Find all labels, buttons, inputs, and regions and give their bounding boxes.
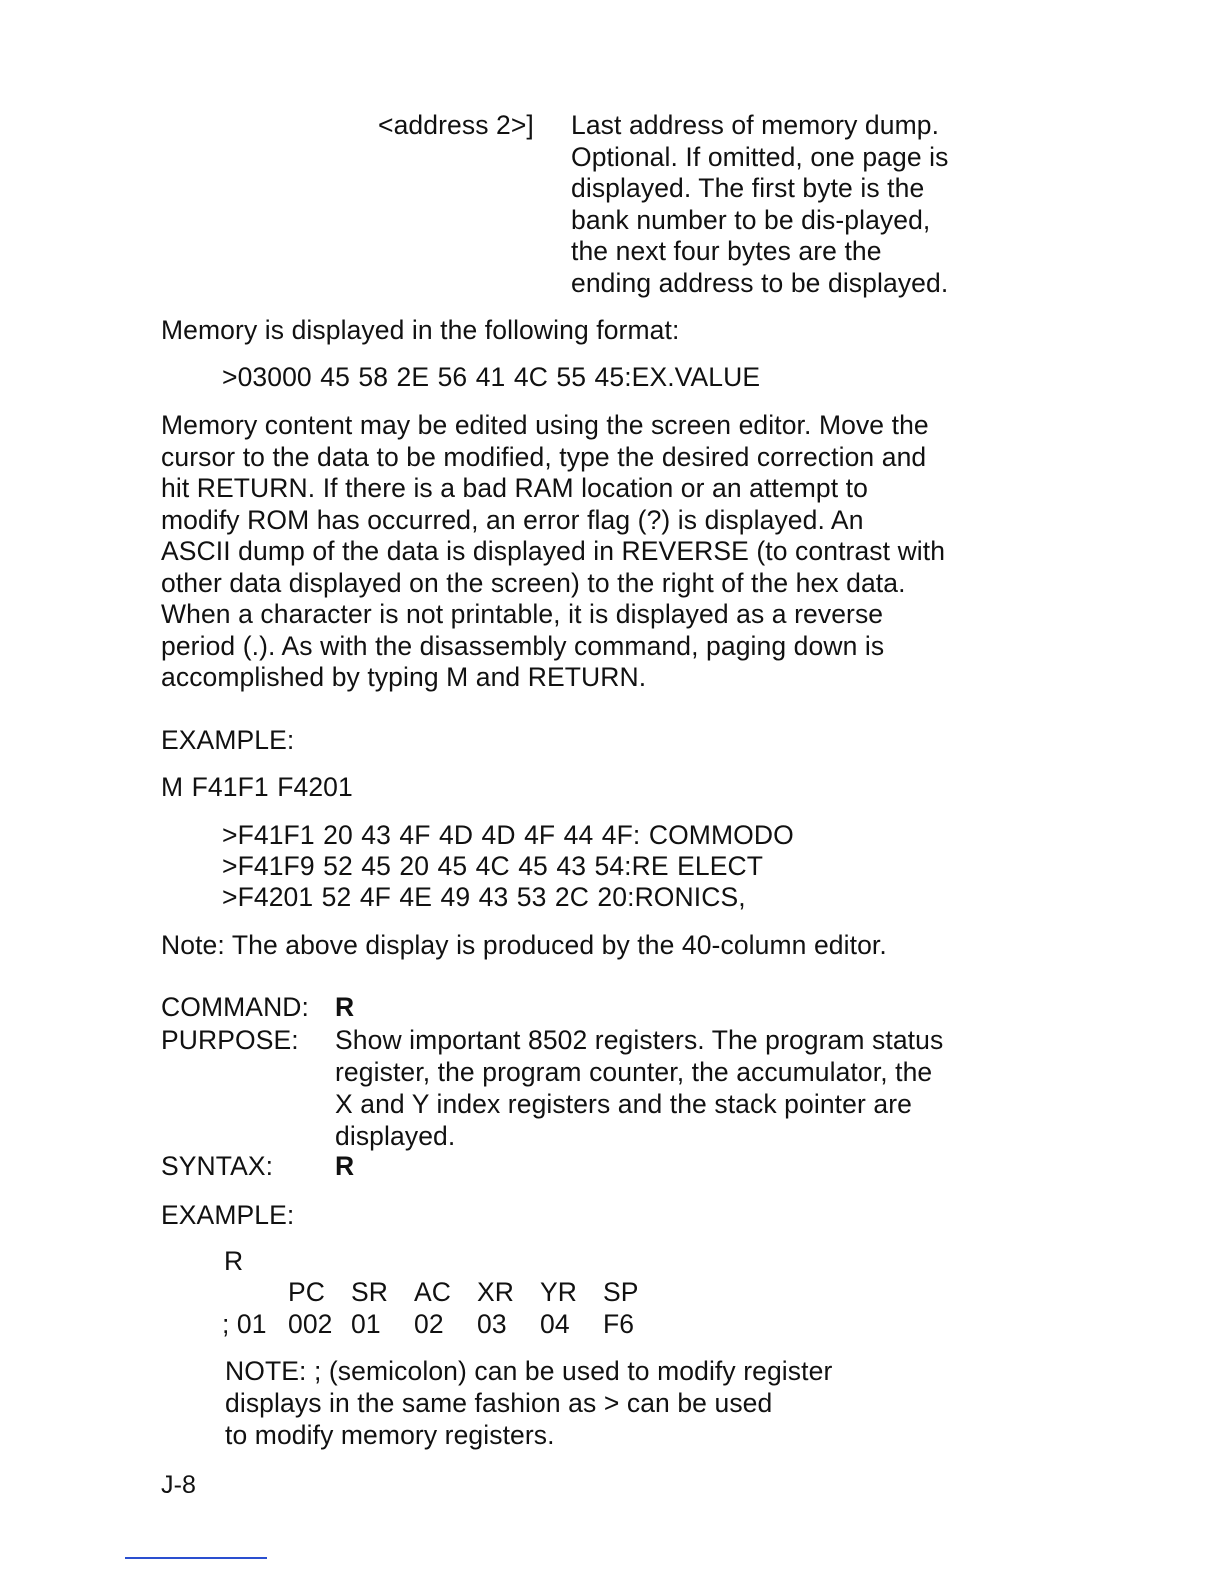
command-label: COMMAND:	[161, 992, 310, 1022]
purpose-line: register, the program counter, the accumulator, the	[335, 1057, 933, 1087]
note-line: to modify memory registers.	[225, 1420, 555, 1450]
footer-rule	[125, 1557, 267, 1559]
purpose-line: displayed.	[335, 1121, 456, 1151]
command-value: R	[335, 992, 355, 1022]
reg-header-sp: SP	[603, 1277, 639, 1307]
example-command: M F41F1 F4201	[161, 772, 353, 802]
reg-value-sr: 01	[351, 1309, 381, 1339]
reg-header-sr: SR	[351, 1277, 389, 1307]
reg-value-sp: F6	[603, 1309, 635, 1339]
paragraph-line: accomplished by typing M and RETURN.	[161, 662, 647, 692]
register-headers	[222, 1277, 639, 1308]
reg-value-xr: 03	[477, 1309, 507, 1339]
reg-value-pc: 002	[288, 1309, 333, 1339]
param-desc-line: the next four bytes are the	[571, 236, 882, 266]
purpose-label: PURPOSE:	[161, 1025, 299, 1055]
format-example: >03000 45 58 2E 56 41 4C 55 45:EX.VALUE	[222, 362, 761, 392]
param-name: <address 2>]	[378, 110, 534, 140]
page-number: J-8	[161, 1471, 197, 1499]
param-description	[571, 110, 948, 299]
param-desc-line: Optional. If omitted, one page is	[571, 141, 949, 172]
register-values	[222, 1309, 634, 1340]
dump-line: >F41F1 20 43 4F 4D 4D 4F 44 4F: COMMODO	[222, 820, 794, 850]
reg-prefix: ; 01	[222, 1309, 267, 1339]
paragraph-line: Memory content may be edited using the screen editor. Move the	[161, 410, 929, 440]
param-desc-line: ending address to be displayed.	[571, 267, 949, 298]
dump-line: >F4201 52 4F 4E 49 43 53 2C 20:RONICS,	[222, 882, 746, 912]
reg-header-ac: AC	[414, 1277, 452, 1307]
purpose-line: X and Y index registers and the stack pointer are	[335, 1089, 912, 1119]
paragraph-line: When a character is not printable, it is displayed as a reverse	[161, 599, 884, 629]
reg-value-yr: 04	[540, 1309, 570, 1339]
reg-header-pc: PC	[288, 1277, 326, 1307]
edit-paragraph	[161, 410, 945, 694]
format-intro: Memory is displayed in the following format:	[161, 315, 680, 345]
reg-header-xr: XR	[477, 1277, 515, 1307]
paragraph-line: cursor to the data to be modified, type the desired correction and	[161, 441, 927, 472]
note-40-column: Note: The above display is produced by the 40-column editor.	[161, 930, 887, 960]
note-line: NOTE: ; (semicolon) can be used to modify register	[225, 1356, 833, 1386]
param-desc-line: Last address of memory dump.	[571, 110, 940, 140]
example-label: EXAMPLE:	[161, 725, 295, 755]
reg-header-yr: YR	[540, 1277, 578, 1307]
example2-label: EXAMPLE:	[161, 1200, 295, 1230]
paragraph-line: period (.). As with the disassembly command, paging down is	[161, 630, 885, 661]
register-note	[225, 1356, 832, 1452]
param-desc-line: bank number to be dis-played,	[571, 204, 931, 235]
paragraph-line: other data displayed on the screen) to the right of the hex data.	[161, 567, 906, 598]
purpose-text	[335, 1025, 943, 1153]
syntax-value: R	[335, 1151, 355, 1181]
paragraph-line: modify ROM has occurred, an error flag (?) is displayed. An	[161, 504, 864, 535]
param-desc-line: displayed. The first byte is the	[571, 173, 925, 203]
example2-command: R	[224, 1246, 244, 1276]
dump-line: >F41F9 52 45 20 45 4C 45 43 54:RE ELECT	[222, 851, 764, 881]
syntax-label: SYNTAX:	[161, 1151, 274, 1181]
paragraph-line: ASCII dump of the data is displayed in REVERSE (to contrast with	[161, 536, 946, 566]
note-line: displays in the same fashion as > can be used	[225, 1388, 773, 1418]
reg-value-ac: 02	[414, 1309, 444, 1339]
paragraph-line: hit RETURN. If there is a bad RAM location or an attempt to	[161, 473, 868, 503]
memory-dump	[222, 820, 794, 913]
purpose-line: Show important 8502 registers. The program status	[335, 1025, 944, 1055]
